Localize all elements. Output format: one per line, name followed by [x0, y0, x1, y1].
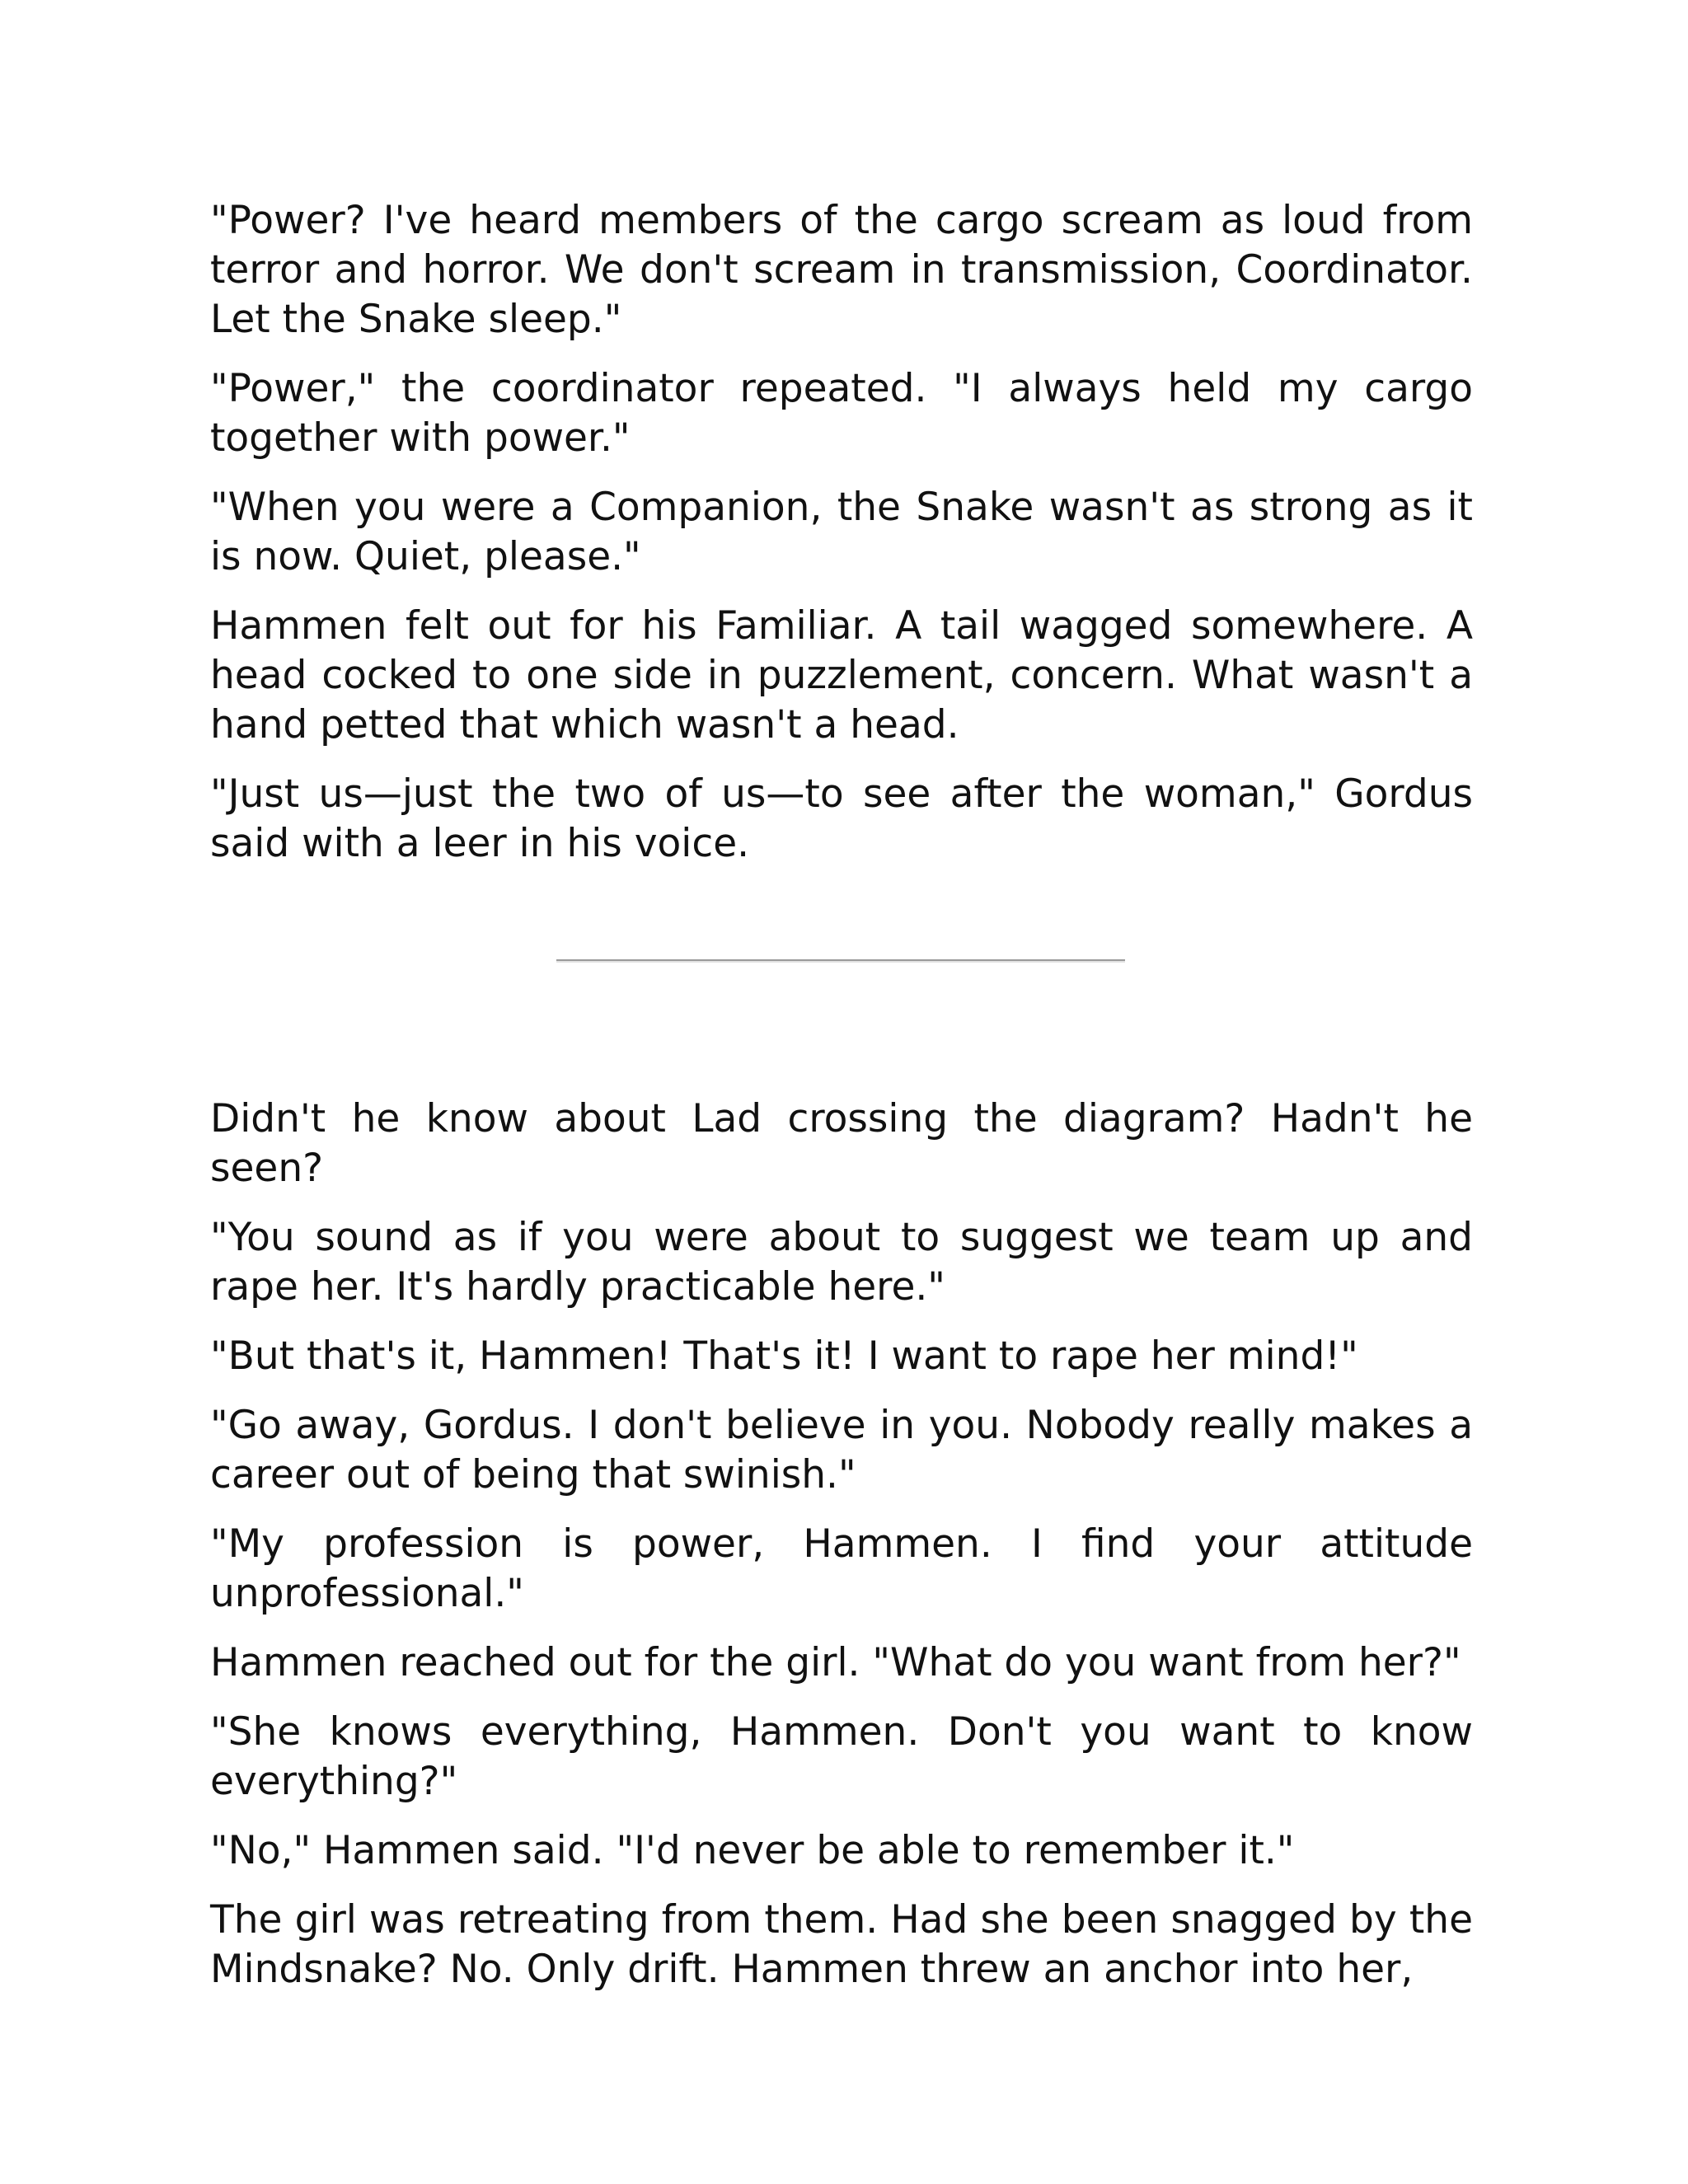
section-break: [210, 888, 1473, 1094]
paragraph: "When you were a Companion, the Snake wasn't as strong as it is now. Quiet, please.": [210, 485, 1473, 579]
paragraph: "But that's it, Hammen! That's it! I want to rape her mind!": [210, 1333, 1358, 1379]
paragraph: Hammen felt out for his Familiar. A tail wagged somewhere. A head cocked to one side in puzzlement, concern. What wasn't a hand petted that which wasn't a head.: [210, 603, 1473, 748]
paragraph: Hammen reached out for the girl. "What do you want from her?": [210, 1640, 1461, 1685]
section-after-break: [210, 1094, 1473, 1994]
paragraph: "You sound as if you were about to suggest we team up and rape her. It's hardly practicable here.": [210, 1215, 1473, 1310]
paragraph: "Power," the coordinator repeated. "I always held my cargo together with power.": [210, 366, 1473, 461]
paragraph: "Go away, Gordus. I don't believe in you. Nobody really makes a career out of being that swinish.": [210, 1403, 1473, 1497]
paragraph: The girl was retreating from them. Had she been snagged by the Mindsnake? No. Only drift. Hammen threw an anchor into her,: [210, 1897, 1473, 1992]
paragraph: Didn't he know about Lad crossing the diagram? Hadn't he seen?: [210, 1096, 1473, 1191]
paragraph: "Power? I've heard members of the cargo scream as loud from terror and horror. We don't scream in transmission, Coordinator. Let the Snake sleep.": [210, 198, 1473, 342]
paragraph: "She knows everything, Hammen. Don't you want to know everything?": [210, 1709, 1473, 1804]
paragraph: "No," Hammen said. "I'd never be able to remember it.": [210, 1828, 1295, 1873]
paragraph: "Just us—just the two of us—to see after the woman," Gordus said with a leer in his voice.: [210, 771, 1473, 866]
horizontal-rule: [556, 959, 1125, 963]
paragraph: "My profession is power, Hammen. I find your attitude unprofessional.": [210, 1521, 1473, 1616]
section-before-break: [210, 196, 1473, 869]
document-page: [210, 196, 1473, 2014]
